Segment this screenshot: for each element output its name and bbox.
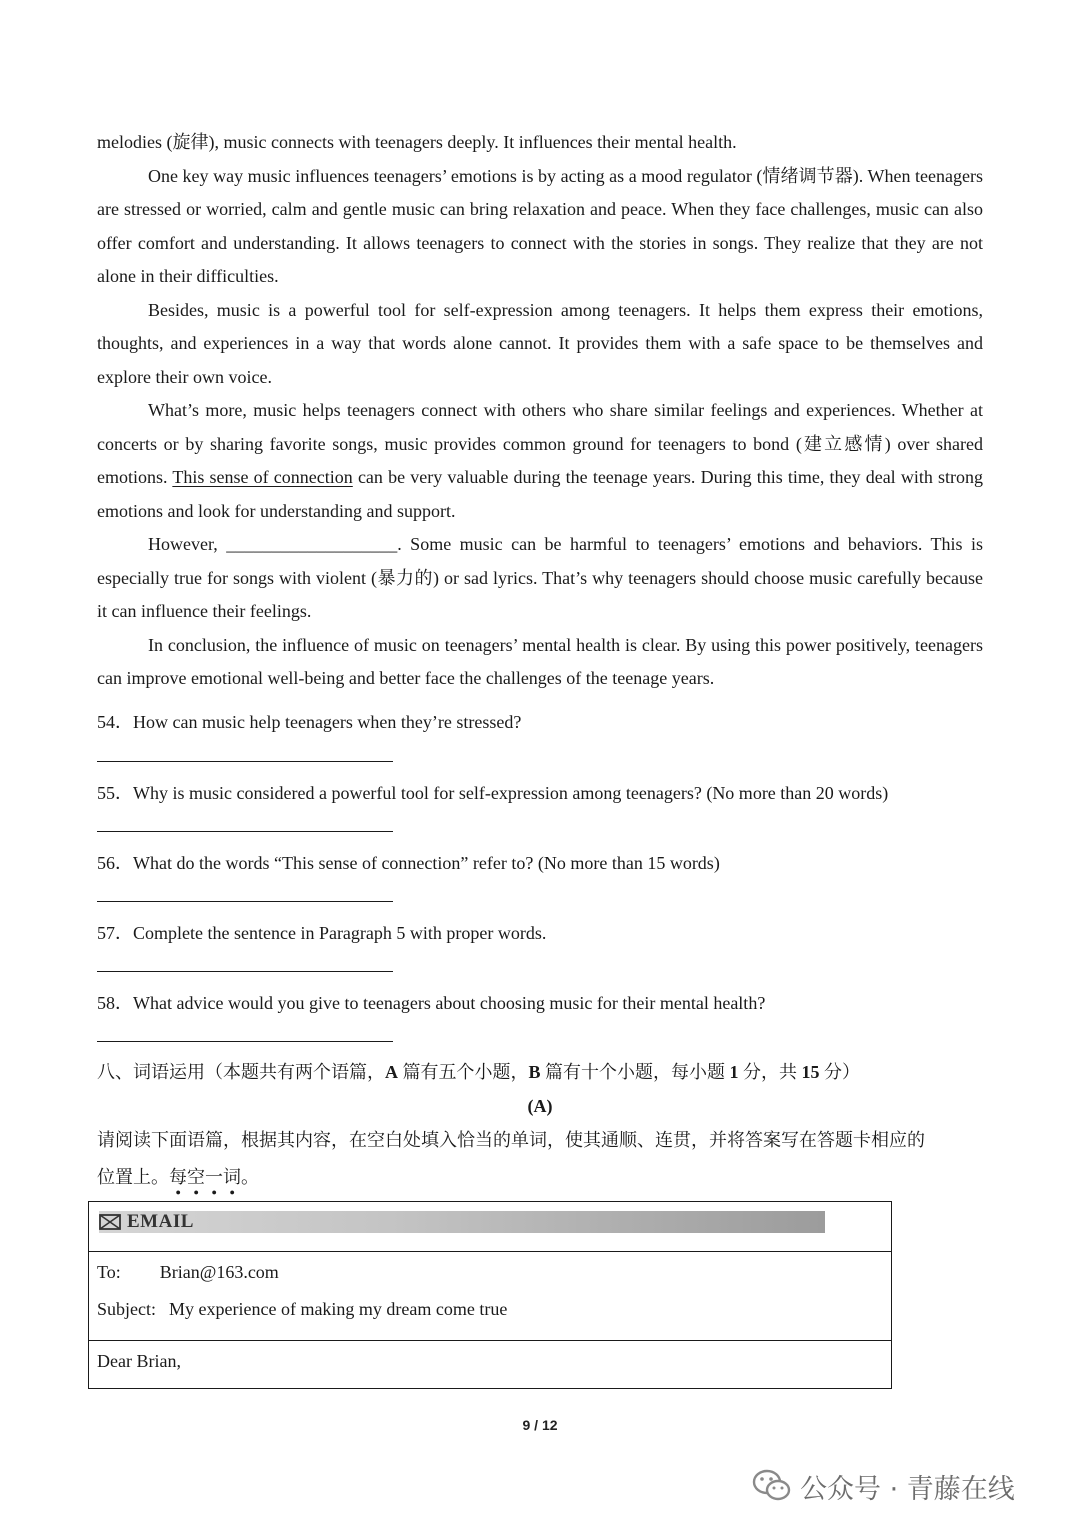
section-bold-15: 15 — [801, 1062, 820, 1082]
envelope-icon — [99, 1214, 121, 1230]
section-text-g: 分，共 — [738, 1062, 802, 1082]
answer-line-54[interactable] — [97, 761, 393, 762]
page-number: 9 / 12 — [522, 1417, 558, 1433]
to-label: To: — [97, 1262, 121, 1282]
answer-line-56[interactable] — [97, 901, 393, 902]
paragraph-3-end: can be very valuable during the teenage years. During this time, they deal with strong emotions and look for understanding and support. — [97, 467, 984, 521]
section-bold-a: A — [385, 1062, 398, 1082]
subject-text: My experience of making my dream come true — [169, 1299, 508, 1319]
paragraph-1: One key way music influences teenagers’ emotions is by acting as a mood regulator (情绪调节器). When teenagers are stressed or worried, calm and gentle music can bring relaxation and peace. When they face challenges, music can also offer comfort and understanding. It allows teenagers to connect with the stories in songs. They realize that they are not alone in their difficulties. — [97, 165, 983, 286]
email-header-bar — [99, 1211, 825, 1233]
section-heading — [97, 1058, 860, 1084]
email-subject-row — [97, 1299, 507, 1320]
question-58: 58．What advice would you give to teenagers about choosing music for their mental health? — [97, 993, 766, 1013]
paragraph-2: Besides, music is a powerful tool for self-expression among teenagers. It helps them express their emotions, thoughts, and experiences in a way that words alone cannot. It provides them with a safe space to be themselves and explore their own voice. — [97, 299, 983, 387]
section-bold-1: 1 — [729, 1062, 739, 1082]
paragraph-3-start: What’s more, music helps teenagers connect with others who share similar feelings and experiences. Whether at concerts or by sharing favorite songs, music provides common ground for teenagers to bond (建立感情) over shared emotions. — [97, 400, 983, 487]
email-header-title: EMAIL — [127, 1211, 194, 1232]
instructions-post: 。 — [241, 1167, 259, 1187]
divider — [89, 1340, 891, 1341]
to-address: Brian@163.com — [159, 1262, 279, 1282]
watermark-text: 公众号 · 青藤在线 — [800, 1473, 1015, 1505]
instructions-pre: 位置上。 — [97, 1167, 169, 1187]
email-to-row — [97, 1262, 279, 1283]
answer-line-58[interactable] — [97, 1041, 393, 1042]
subject-label: Subject: — [97, 1299, 156, 1319]
section-text-c: 篇有五个小题， — [398, 1062, 529, 1082]
paragraph-4: However, ___________________. Some music can be harmful to teenagers’ emotions and behaviors. This is especially true for songs with violent (暴力的) or sad lyrics. That’s why teenagers should choose music carefully because it can influence their feelings. — [97, 534, 983, 621]
instructions-line-1: 请阅读下面语篇，根据其内容，在空白处填入恰当的单词，使其通顺、连贯，并将答案写在答题卡相应的 — [97, 1130, 925, 1150]
instructions-line-2 — [97, 1159, 983, 1197]
instructions — [97, 1122, 983, 1197]
wechat-icon — [752, 1469, 792, 1503]
reading-passage — [97, 126, 983, 696]
question-55: 55．Why is music considered a powerful tool for self-expression among teenagers? (No more than 20 words) — [97, 783, 889, 803]
underlined-phrase: This sense of connection — [172, 467, 353, 487]
part-label: (A) — [527, 1096, 553, 1116]
answer-line-55[interactable] — [97, 831, 393, 832]
email-box — [88, 1201, 892, 1389]
section-text-i: 分） — [819, 1062, 861, 1082]
answer-line-57[interactable] — [97, 971, 393, 972]
section-bold-b: B — [528, 1062, 541, 1082]
divider — [89, 1251, 891, 1252]
email-greeting: Dear Brian, — [97, 1351, 181, 1371]
emphasized-phrase: 每空一词 — [169, 1167, 241, 1187]
paragraph-3 — [97, 394, 983, 528]
section-text-e: 篇有十个小题，每小题 — [540, 1062, 730, 1082]
question-54: 54．How can music help teenagers when they’re stressed? — [97, 712, 522, 732]
section-text-a: 八、词语运用（本题共有两个语篇， — [97, 1062, 385, 1082]
paragraph-0: melodies (旋律), music connects with teenagers deeply. It influences their mental health. — [97, 132, 737, 152]
question-56: 56．What do the words “This sense of connection” refer to? (No more than 15 words) — [97, 853, 720, 873]
question-57: 57．Complete the sentence in Paragraph 5 with proper words. — [97, 923, 547, 943]
paragraph-5: In conclusion, the influence of music on teenagers’ mental health is clear. By using this power positively, teenagers can improve emotional well-being and better face the challenges of the teenage years. — [97, 634, 983, 688]
watermark — [752, 1466, 1015, 1506]
